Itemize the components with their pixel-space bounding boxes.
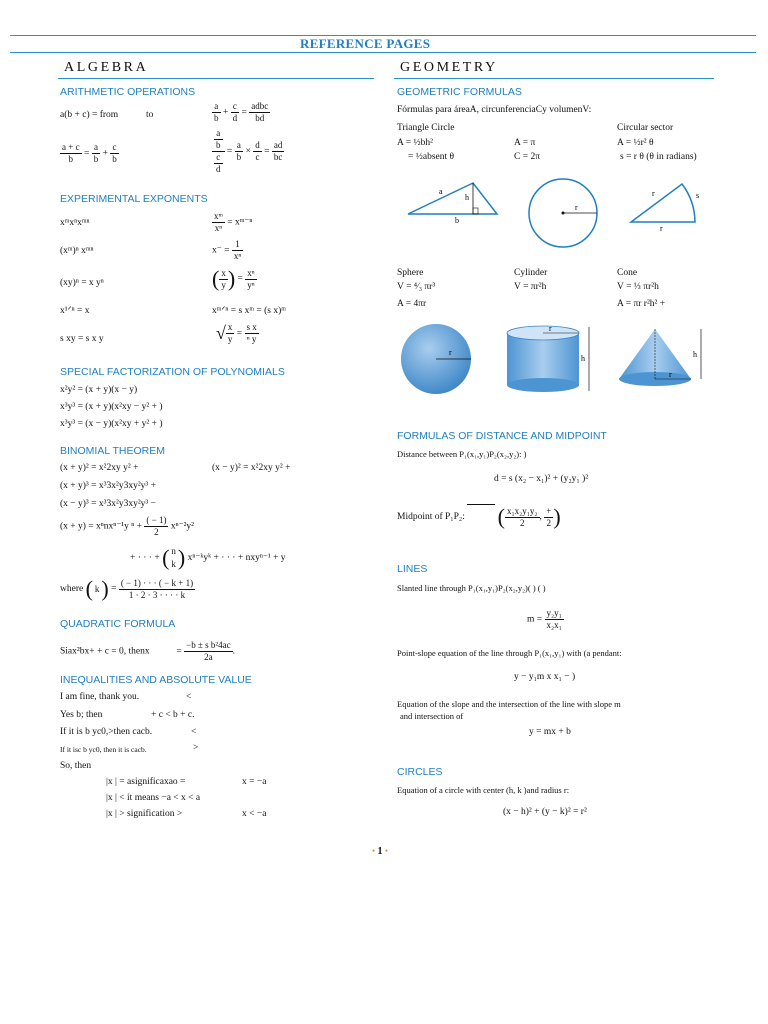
cone-label-r: r (669, 370, 672, 379)
section-circles: CIRCLES (397, 766, 443, 778)
section-quadratic: QUADRATIC FORMULA (60, 618, 176, 630)
geo-circle-area: A = π (514, 138, 536, 148)
binom-row3: (x − y)³ = x³3x²y3xy²y³ − (60, 499, 157, 509)
ineq-row3: If it is b yc0,>then cacb. (60, 727, 153, 737)
geo-triangle-area2: = ½absent θ (408, 152, 455, 162)
geo-intro: Fórmulas para áreaA, circunferenciaCy volumenV: (397, 105, 592, 115)
exp-row1-right: $\frac{\text{xᵐ}}{\text{xⁿ}}$ = xᵐ⁻ⁿ (214, 211, 253, 233)
arith-distributive-to: to (146, 110, 154, 120)
exp-row3-left: (xy)ⁿ = x yⁿ (60, 278, 104, 288)
ineq-row1-sym: < (186, 692, 192, 702)
ineq-row5: So, then (60, 761, 92, 771)
geo-sphere-volume: V = ⁴⁄₃ πr³ (397, 282, 436, 292)
binom-row2: (x + y)³ = x³3x²y3xy²y³ + (60, 481, 157, 491)
ineq-row8-b: x < −a (242, 809, 267, 819)
lines-slope: m = $\frac{\text{y₂y₁}}{\text{x₂x₁}}$ (527, 608, 562, 630)
exp-row2-right: x⁻ = $\frac{1}{\text{xⁿ}}$ (212, 239, 242, 261)
arith-frac-add: $\frac{a}{b}$ + $\frac{c}{d}$ = $\frac{\text{adbc}}{bd}$ (214, 101, 269, 123)
binom-row5: + · · · + ( n k ) xⁿ⁻ᵏyᵏ + · · · + nxyⁿ⁻¹ + y (130, 545, 286, 570)
section-factorization: SPECIAL FACTORIZATION OF POLYNOMIALS (60, 366, 285, 378)
lines-row4: Equation of the slope and the intersection of the line with slope m (397, 699, 621, 709)
ineq-row1: I am fine, thank you. (60, 692, 140, 702)
page-dot-left: ● (372, 849, 376, 855)
ineq-row8: |x | > signification > (106, 809, 183, 819)
binom-row6: where ( k ) = $\frac{( - 1) \cdot \cdot \cdot ( - k + 1)}{1 \cdot 2 \cdot 3 \cdot \cdot \cdot \cdot k}$ (60, 576, 194, 601)
binom-row4: (x + y) = xⁿnxⁿ⁻¹y ⁿ + $\frac{( - 1)}{2}$ xⁿ⁻²y² (60, 515, 195, 537)
ineq-row3-sym: < (191, 727, 197, 737)
section-arithmetic: ARITHMETIC OPERATIONS (60, 86, 196, 98)
geo-sphere-title: Sphere (397, 268, 424, 278)
section-geometric-formulas: GEOMETRIC FORMULAS (397, 86, 522, 98)
fact-row1: x²y² = (x + y)(x − y) (60, 385, 138, 395)
dist-row1: Distance between P₁(x₁,y₁)P₂(x₂,y₂): ) (397, 449, 527, 459)
triangle-label-a: a (439, 187, 443, 196)
ineq-row6: |x | = asignificaxao = (106, 777, 186, 787)
section-lines: LINES (397, 563, 428, 575)
geo-circle-circ: C = 2π (514, 152, 540, 162)
exp-row4-right: xᵐᐟⁿ = s xᵐ = (s x)ᵐ (212, 306, 286, 316)
sphere-label-r: r (449, 348, 452, 357)
exp-row2-left: (xᵐ)ⁿ xᵐⁿ (60, 246, 94, 256)
geo-cone-title: Cone (617, 268, 638, 278)
sector-diagram (628, 180, 703, 232)
cylinder-label-h: h (581, 354, 585, 363)
geo-cone-area: A = πr r²h² + (617, 299, 666, 309)
dist-formula: d = s (x₂ − x₁)² + (y₂y₁ )² (494, 474, 589, 484)
sphere-diagram (399, 322, 473, 396)
sector-label-r2: r (660, 224, 663, 233)
title-rule (10, 52, 756, 53)
geo-cylinder-volume: V = πr²h (514, 282, 547, 292)
arith-frac-divide: $\frac{\frac{a}{b}}{\frac{c}{d}}$ = $\frac{a}{b}$ × $\frac{d}{c}$ = $\frac{ad}{bc}$ (212, 128, 284, 175)
binom-row1-left: (x + y)² = x²2xy y² + (60, 463, 139, 473)
ineq-row4-sym: > (193, 743, 199, 753)
lines-slope-intercept: y = mx + b (529, 727, 571, 737)
lines-row1: Slanted line through P₁(x₁,y₁)P₂(x₂,y₂)( ) ( ) (397, 583, 546, 593)
cone-label-h: h (693, 350, 697, 359)
fact-row3: x³y³ = (x − y)(x²xy + y² + ) (60, 419, 163, 429)
geo-sector-arc: s = r θ (θ in radians) (620, 152, 697, 162)
cone-diagram (617, 327, 707, 389)
cylinder-diagram (505, 325, 597, 393)
triangle-label-h: h (465, 193, 469, 202)
page-title: REFERENCE PAGES (300, 36, 431, 51)
exp-row5-right: √ $\frac{x}{y}$ = $\frac{\text{s x}}{\text{ⁿ y}}$ (216, 322, 257, 344)
exp-row4-left: x¹ᐟⁿ = x (60, 306, 90, 316)
geo-sector-area: A = ½r² θ (617, 138, 654, 148)
ineq-row2: Yes b; then (60, 710, 103, 720)
ineq-row2-b: + c < b + c. (151, 710, 195, 720)
circles-equation: (x − h)² + (y − k)² = r² (503, 807, 587, 817)
geo-cylinder-title: Cylinder (514, 268, 548, 278)
section-binomial: BINOMIAL THEOREM (60, 445, 166, 457)
triangle-label-b: b (455, 216, 459, 225)
ineq-row4: If it isc b yc0, then it is cacb. (60, 745, 147, 754)
exp-row1-left: xᵐxⁿxᵐⁿ (60, 218, 90, 228)
circle-diagram (525, 177, 601, 249)
section-inequalities: INEQUALITIES AND ABSOLUTE VALUE (60, 674, 252, 686)
arith-frac-split: $\frac{a + c}{b}$ = $\frac{a}{b}$ + $\frac{c}{b}$ (62, 142, 117, 164)
lines-row5: and intersection of (400, 711, 464, 721)
cylinder-label-r: r (549, 324, 552, 333)
section-exponents: EXPERIMENTAL EXPONENTS (60, 193, 208, 205)
triangle-diagram (405, 180, 500, 225)
page-dot-right: ● (385, 849, 389, 855)
arith-distributive: a(b + c) = from (60, 110, 119, 120)
lines-row2: Point-slope equation of the line through P₁(x₁,y₁) with (a pendant: (397, 648, 622, 658)
geo-col3-title: Circular sector (617, 123, 674, 133)
fact-row2: x³y³ = (x + y)(x²xy − y² + ) (60, 402, 163, 412)
circle-label-r: r (575, 203, 578, 212)
quad-formula: Siax²bx+ + c = 0, thenx = $\frac{\text{−b ± s b²4ac}}{2a}$ . (60, 640, 235, 662)
algebra-rule (58, 78, 374, 79)
ineq-row7: |x | < it means −a < x < a (106, 793, 201, 803)
geo-sphere-area: A = 4πr (397, 299, 427, 309)
exp-row5-left: s xy = s x y (60, 334, 104, 344)
ineq-row6-b: x = −a (242, 777, 267, 787)
geo-triangle-area: A = ½bh² (397, 138, 433, 148)
geo-cone-volume: V = ⅓ πr²h (617, 282, 659, 292)
section-distance: FORMULAS OF DISTANCE AND MIDPOINT (397, 430, 607, 442)
circles-row1: Equation of a circle with center (h, k )and radius r: (397, 785, 570, 795)
geometry-rule (394, 78, 714, 79)
geo-col1-title: Triangle Circle (397, 123, 455, 133)
exp-row3-right: ( $\frac{x}{y}$ ) = $\frac{\text{xⁿ}}{\text{yⁿ}}$ (212, 266, 255, 291)
sector-label-r: r (652, 189, 655, 198)
binom-row1-right: (x − y)² = x²2xy y² + (212, 463, 291, 473)
algebra-heading: ALGEBRA (64, 60, 149, 75)
midpoint-row: Midpoint of P₁P₂: ( $\frac{\text{x₁x₂y₁y₂}}{2}$ , $\frac{+}{2}$ ) (397, 504, 561, 529)
sector-label-s: s (696, 191, 700, 200)
geometry-heading: GEOMETRY (400, 60, 498, 75)
lines-point-slope: y − y₁m x x₁ − ) (514, 672, 576, 682)
page-number: ● 1 ● (372, 846, 389, 857)
